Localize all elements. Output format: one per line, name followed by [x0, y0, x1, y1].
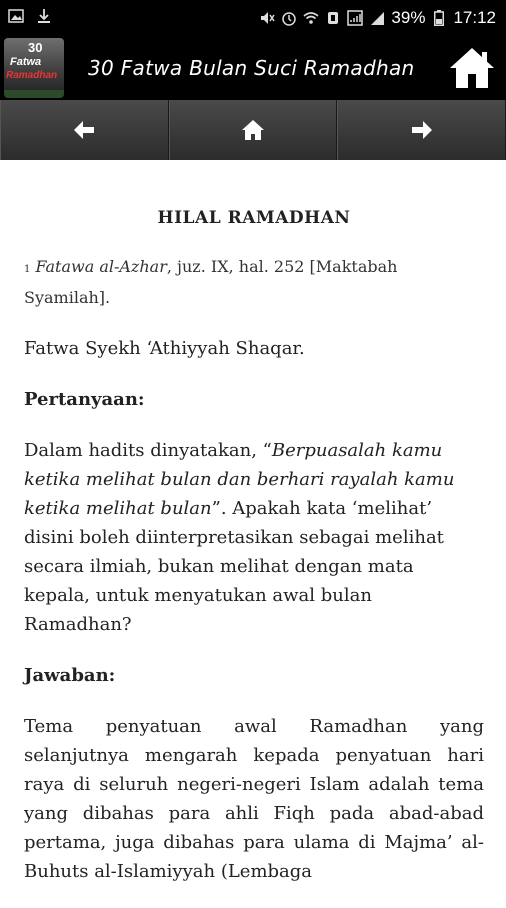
question-label: Pertanyaan: — [24, 389, 145, 410]
battery-percent: 39% — [391, 8, 426, 27]
hadith-quote: Berpuasalah kamu ketika melihat bulan dan berhari rayalah kamu ketika melihat bulan — [24, 440, 455, 519]
previous-button[interactable] — [0, 100, 169, 160]
mute-icon — [259, 10, 275, 26]
app-title: 30 Fatwa Bulan Suci Ramadhan — [88, 56, 415, 80]
arrow-right-icon — [410, 118, 434, 142]
app-logo-word-2: Ramadhan — [6, 70, 58, 81]
next-button[interactable] — [337, 100, 506, 160]
app-logo-decoration — [4, 90, 64, 98]
article-content — [24, 186, 484, 908]
home-nav-button[interactable] — [169, 100, 338, 160]
home-button[interactable] — [448, 44, 496, 92]
download-notification-icon — [36, 8, 52, 24]
answer-text: Tema penyatuan awal Ramadhan yang selanjutnya mengarah kepada penyatuan hari raya di seluruh negeri-negeri Islam adalah tema yang dibahas para ahli Fiqh pada abad-abad pertama, juga dibahas para ulama di Majma’ al-Buhuts al-Islamiyyah (Lembaga — [24, 716, 484, 882]
footnote-text: , juz. IX, hal. 252 [Maktabah Syamilah]. — [24, 257, 398, 307]
data-saver-icon — [325, 10, 341, 26]
app-logo-word: Fatwa — [10, 56, 42, 68]
question-rest: ”. Apakah kata ‘melihat’ disini boleh diinterpretasikan sebagai melihat secara ilmiah, bukan melihat dengan mata kepala, untuk menyatukan awal bulan Ramadhan? — [24, 498, 444, 635]
footnote-source: Fatawa al-Azhar — [35, 257, 167, 276]
article-heading: HILAL RAMADHAN — [157, 208, 351, 228]
wifi-icon — [303, 10, 319, 26]
app-logo — [4, 38, 64, 98]
app-logo-number: 30 — [28, 40, 43, 55]
sim-signal-icon — [347, 10, 363, 26]
home-icon — [448, 44, 496, 92]
battery-icon — [431, 10, 447, 26]
gallery-notification-icon — [8, 8, 24, 24]
clock: 17:12 — [453, 8, 496, 27]
home-icon — [241, 118, 265, 142]
footnote-mark: 1 — [24, 264, 31, 275]
answer-label: Jawaban: — [24, 665, 116, 686]
navigation-bar — [0, 100, 506, 160]
alarm-icon — [281, 10, 297, 26]
author-line: Fatwa Syekh ‘Athiyyah Shaqar. — [24, 338, 305, 359]
question-text — [24, 436, 484, 639]
footnote — [24, 253, 484, 312]
signal-strength-icon — [369, 10, 385, 26]
app-bar — [0, 36, 506, 100]
arrow-left-icon — [72, 118, 96, 142]
status-bar — [0, 0, 506, 36]
question-intro: Dalam hadits dinyatakan, “ — [24, 440, 272, 461]
